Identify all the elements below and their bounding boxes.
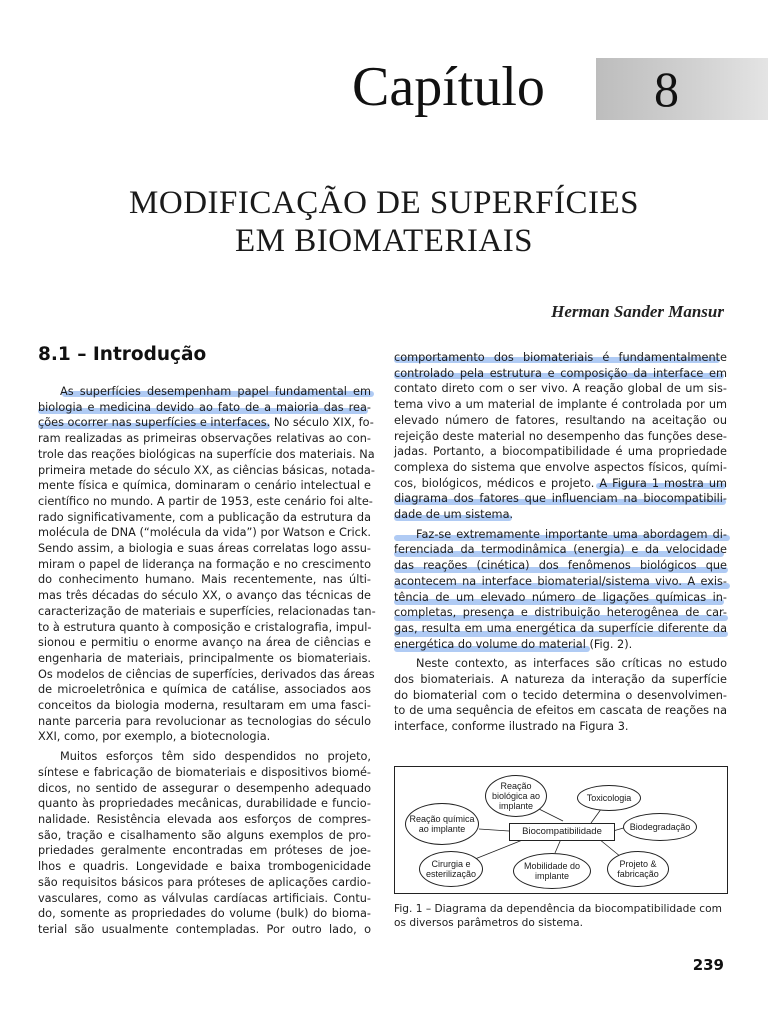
page-title [40, 184, 728, 260]
text-line: nalidade. Resistência elevada aos esforços de compres- [38, 812, 371, 826]
text-line: são, tração e cisalhamento são alguns exemplos de pro- [38, 828, 371, 842]
node-implant-mobility: Mobilidade do implante [513, 853, 591, 889]
page-number: 239 [692, 956, 724, 974]
text-line: terial são usualmente contempladas. Por outro lado, o [38, 922, 371, 936]
text-line: completas, presença e distribuição heterogênea de car- [394, 606, 727, 620]
text-line: rejeição deste material no desempenho das funções dese- [394, 429, 727, 443]
connector-line [479, 829, 509, 831]
text-line: dade de um sistema. [394, 508, 514, 522]
text-line: Sendo assim, a biologia e suas áreas correlatas logo assu- [38, 542, 371, 556]
text-line: cos, biológicos, médicos e projeto. A Figura 1 mostra um [394, 476, 727, 490]
text-line: conceitos da biologia moderna, resultaram em uma fasci- [38, 699, 371, 713]
text-line: controlado pela estrutura e composição da interface em [394, 366, 727, 380]
node-biological-reaction: Reação biológica ao implante [485, 775, 547, 817]
connector-line [555, 839, 561, 853]
text-line: tência de um elevado número de ligações químicas in- [394, 590, 727, 604]
text-line: sionou e permitiu o enorme avanço na área de ciências e [38, 636, 371, 650]
text-line: vasculares, como as válvulas cardíacas artificiais. Contu- [38, 891, 371, 905]
figure-caption: Fig. 1 – Diagrama da dependência da biocompatibilidade com os diversos parâmetros do sistema. [394, 903, 722, 929]
title-line-1: MODIFICAÇÃO DE SUPERFÍCIES [129, 185, 639, 221]
text-line: XXI, como, por exemplo, a biotecnologia. [38, 730, 271, 744]
text-line: dicos, no sentido de assegurar o desempenho adequado [38, 781, 371, 795]
node-biodegradation: Biodegradação [623, 813, 697, 841]
text-line: dos biomateriais. A natureza da interação da superfície [394, 673, 727, 687]
text-line: síntese e fabricação de biomateriais e dispositivos biomé- [38, 765, 371, 779]
node-toxicology: Toxicologia [577, 785, 641, 811]
text-line: lhos e quadris. Longevidade e baixa trombogenicidade [38, 860, 371, 874]
connector-line [475, 839, 525, 859]
text-line: mente física e química, dominaram o cenário intelectual e [38, 479, 371, 493]
node-chemical-reaction: Reação química ao implante [405, 803, 479, 845]
text-line: primeira metade do século XX, as ciências básicas, notada- [38, 463, 375, 477]
text-line: molécula de DNA (“molécula da vida”) por Watson e Crick. [38, 526, 371, 540]
text-line: elevado número de fatores, resultando na aceitação ou [394, 413, 727, 427]
text-line: to à estrutura quanto à composição e cristalografia, impul- [38, 620, 372, 634]
body-column-left [38, 384, 376, 938]
author-name: Herman Sander Mansur [551, 302, 724, 321]
node-project-fabrication: Projeto & fabricação [607, 851, 669, 887]
text-line: do conhecimento humano. Mais recentemente, nas últi- [38, 573, 371, 587]
text-line: caracterização de materiais e superfícies, relacionadas tan- [38, 604, 376, 618]
text-line: ferenciada da termodinâmica (energia) e da velocidade [394, 543, 727, 557]
text-line: jadas. Portanto, a biocompatibilidade é uma propriedade [394, 445, 727, 459]
text-line: do, somente as propriedades do volume (bulk) do bioma- [38, 907, 371, 921]
text-line: Faz-se extremamente importante uma abordagem di- [416, 527, 727, 541]
text-line: trole das reações biológicas na superfície dos materiais. Na [38, 447, 375, 461]
text-line: Os modelos de ciências de superfícies, derivados das áreas [38, 667, 375, 681]
body-column-right [394, 350, 727, 735]
text-line: do biomaterial com o tecido determina o desenvolvimen- [394, 688, 727, 702]
text-line: nante parceria para revolucionar as tecnologias do século [38, 714, 371, 728]
text-line: Muitos esforços têm sido despendidos no projeto, [60, 750, 371, 764]
text-line: contato direto com o ser vivo. A reação global de um sis- [394, 382, 727, 396]
text-line: são requisitos básicos para próteses de aplicações cardio- [38, 875, 371, 889]
text-line: engenharia de materiais, principalmente os biomateriais. [38, 651, 371, 665]
text-line: ram realizadas as primeiras observações relativas ao con- [38, 432, 371, 446]
text-line: Neste contexto, as interfaces são críticas no estudo [416, 657, 727, 671]
text-line: quanto às propriedades mecânicas, durabilidade e funcio- [38, 797, 371, 811]
chapter-number: 8 [654, 61, 679, 117]
text-line: biologia e medicina devido ao fato de a maioria das rea- [38, 400, 371, 414]
text-line: das reações (cinética) dos fenômenos biológicos que [394, 559, 727, 573]
section-heading: 8.1 – Introdução [38, 344, 207, 365]
text-line: to de uma sequência de efeitos em cascata de reações na [394, 704, 727, 718]
title-line-2: EM BIOMATERIAIS [234, 223, 534, 259]
chapter-number-box [596, 58, 768, 120]
text-line: diagrama dos fatores que influenciam na biocompatibili- [394, 492, 727, 506]
text-line: comportamento dos biomateriais é fundamentalmente [394, 351, 727, 364]
text-line: mas três décadas do século XX, o avanço das técnicas de [38, 589, 371, 603]
text-line: gas, resulta em uma energética da superfície diferente da [394, 621, 727, 635]
text-line: miram o papel de liderança na formação e no crescimento [38, 557, 371, 571]
text-line: interface, conforme ilustrado na Figura 3. [394, 720, 629, 734]
node-surgery-sterilization: Cirurgia e esterilização [419, 851, 483, 887]
text-line: energética do volume do material (Fig. 2). [394, 637, 633, 651]
figure-1-diagram [394, 766, 728, 894]
text-line: As superfícies desempenham papel fundamental em [60, 385, 371, 398]
text-line: de microeletrônica e química de catálise, associados aos [38, 683, 371, 697]
text-line: científico no mundo. A partir de 1953, este cenário foi alte- [38, 494, 373, 508]
text-line: complexa do sistema que envolve aspectos físicos, quími- [394, 460, 727, 474]
chapter-label: Capítulo [352, 56, 545, 118]
text-line: priedades geralmente encontradas em próteses de joe- [38, 844, 371, 858]
text-line: tema vivo a um material de implante é controlada por um [394, 398, 727, 412]
text-line: ções ocorrer nas superfícies e interfaces. No século XIX, fo- [38, 416, 374, 430]
node-biocompatibility: Biocompatibilidade [509, 823, 615, 841]
text-line: acontecem na interface biomaterial/sistema vivo. A exis- [394, 574, 727, 588]
text-line: rado significativamente, com a publicação da estrutura da [38, 510, 371, 524]
